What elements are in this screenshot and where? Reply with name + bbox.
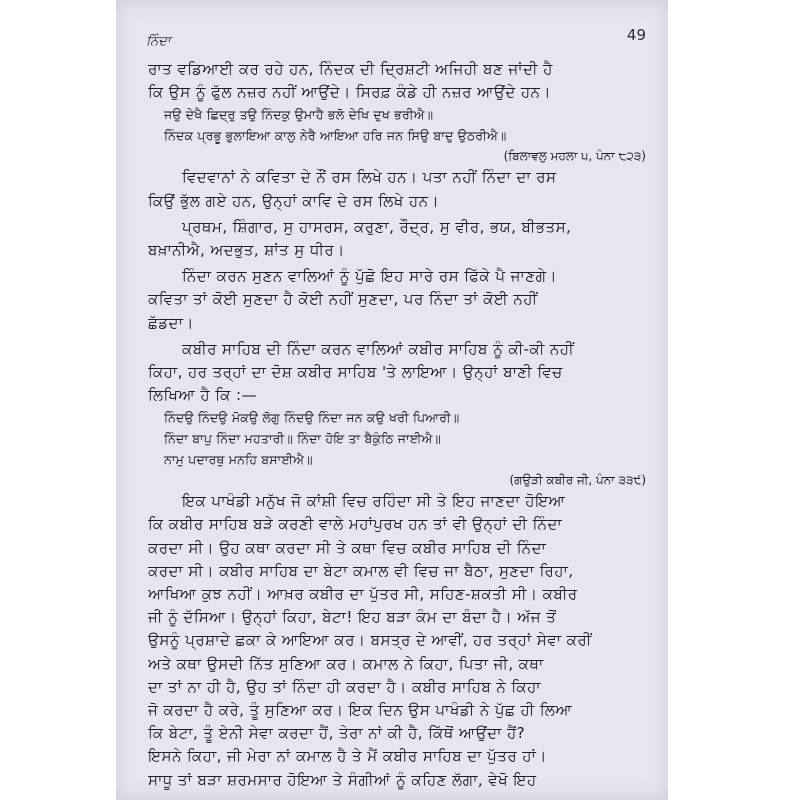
running-head: ਨਿੰਦਾ <box>146 34 171 49</box>
text-line: ਕਰਦਾ ਸੀ। ਉਹ ਕਥਾ ਕਰਦਾ ਸੀ ਤੇ ਕਥਾ ਵਿਚ ਕਬੀਰ ਸਾਹਿਬ ਦੀ ਨਿੰਦਾ <box>148 538 547 557</box>
text-line: ਦਾ ਤਾਂ ਨਾ ਹੀ ਹੈ, ਉਹ ਤਾਂ ਨਿੰਦਾ ਹੀ ਕਰਦਾ ਹੈ। ਕਬੀਰ ਸਾਹਿਬ ਨੇ ਕਿਹਾ <box>148 677 542 696</box>
text-line: ਕਵਿਤਾ ਤਾਂ ਕੋਈ ਸੁਣਦਾ ਹੈ ਕੋਈ ਨਹੀਂ ਸੁਣਦਾ, ਪਰ ਨਿੰਦਾ ਤਾਂ ਕੋਈ ਨਹੀਂ <box>148 290 538 309</box>
text-line: ਕਰਦਾ ਸੀ। ਕਬੀਰ ਸਾਹਿਬ ਦਾ ਬੇਟਾ ਕਮਾਲ ਵੀ ਵਿਚ ਜਾ ਬੈਠਾ, ਸੁਣਦਾ ਰਿਹਾ, <box>148 561 574 580</box>
text-line: ਆਖਿਆ ਕੁਝ ਨਹੀਂ। ਆਖ਼ਰ ਕਬੀਰ ਦਾ ਪੁੱਤਰ ਸੀ, ਸਹਿਣ-ਸ਼ਕਤੀ ਸੀ। ਕਬੀਰ <box>148 585 578 603</box>
text-line: ਜੋ ਕਰਦਾ ਹੈ ਕਰੇ, ਤੂੰ ਸੁਣਿਆ ਕਰ। ਇਕ ਦਿਨ ਉਸ ਪਾਖੰਡੀ ਨੇ ਪੁੱਛ ਹੀ ਲਿਆ <box>148 700 573 719</box>
text-line: ਬਖ਼ਾਨੀਐ, ਅਦਭੁਤ, ਸ਼ਾਂਤ ਸੁ ਧੀਰ। <box>148 240 345 259</box>
text-line: ਅਤੇ ਕਥਾ ਉਸਦੀ ਨਿੱਤ ਸੁਣਿਆ ਕਰ। ਕਮਾਲ ਨੇ ਕਿਹਾ, ਪਿਤਾ ਜੀ, ਕਥਾ <box>148 654 544 673</box>
page-body <box>148 58 648 792</box>
text-line: ਜੀ ਨੂੰ ਦੱਸਿਆ। ਉਨ੍ਹਾਂ ਕਿਹਾ, ਬੇਟਾ! ਇਹ ਬੜਾ ਕੰਮ ਦਾ ਬੰਦਾ ਹੈ। ਅੱਜ ਤੋਂ <box>148 608 557 627</box>
text-line: ਵਿਦਵਾਨਾਂ ਨੇ ਕਵਿਤਾ ਦੇ ਨੌਂ ਰਸ ਲਿਖੇ ਹਨ। ਪਤਾ ਨਹੀਂ ਨਿੰਦਾ ਦਾ ਰਸ <box>182 168 557 187</box>
quote-citation: (ਗਉੜੀ ਕਬੀਰ ਜੀ, ਪੰਨਾ ੩੩੯) <box>509 473 646 488</box>
text-line: ਪ੍ਰਥਮ, ਸ਼ਿੰਗਾਰ, ਸੁ ਹਾਸਰਸ, ਕਰੁਣਾ, ਰੌਦ੍ਰ, ਸੁ ਵੀਰ, ਭਯ, ਬੀਭਤਸ, <box>182 217 572 236</box>
text-line: ਲਿਖਿਆ ਹੈ ਕਿ :— <box>148 386 258 405</box>
text-line: ਇਕ ਪਾਖੰਡੀ ਮਨੁੱਖ ਜੋ ਕਾਂਸ਼ੀ ਵਿਚ ਰਹਿੰਦਾ ਸੀ ਤੇ ਇਹ ਜਾਣਦਾ ਹੋਇਆ <box>182 492 566 511</box>
scripture-quote-line: ਨਾਮੁ ਪਦਾਰਥੁ ਮਨਹਿ ਬਸਾਈਐ॥ <box>164 452 313 468</box>
text-line: ਉਸਨੂੰ ਪ੍ਰਸ਼ਾਦੇ ਛਕਾ ਕੇ ਆਇਆ ਕਰ। ਬਸਤ੍ਰ ਦੇ ਆਵੀਂ, ਹਰ ਤਰ੍ਹਾਂ ਸੇਵਾ ਕਰੀਂ <box>148 631 592 650</box>
text-line: ਸਾਧੂ ਤਾਂ ਬੜਾ ਸ਼ਰਮਸਾਰ ਹੋਇਆ ਤੇ ਸੰਗੀਆਂ ਨੂੰ ਕਹਿਣ ਲੱਗਾ, ਵੇਖੋ ਇਹ <box>148 770 537 789</box>
text-line: ਇਸਨੇ ਕਿਹਾ, ਜੀ ਮੇਰਾ ਨਾਂ ਕਮਾਲ ਹੈ ਤੇ ਮੈਂ ਕਬੀਰ ਸਾਹਿਬ ਦਾ ਪੁੱਤਰ ਹਾਂ। <box>148 747 547 766</box>
page-number: 49 <box>626 26 646 44</box>
text-line: ਕਿਉਂ ਭੁੱਲ ਗਏ ਹਨ, ਉਨ੍ਹਾਂ ਕਾਵਿ ਦੇ ਰਸ ਲਿਖੇ ਹਨ। <box>148 191 440 210</box>
text-line: ਕਿ ਕਬੀਰ ਸਾਹਿਬ ਬੜੇ ਕਰਣੀ ਵਾਲੇ ਮਹਾਂਪੁਰਖ ਹਨ ਤਾਂ ਵੀ ਉਨ੍ਹਾਂ ਦੀ ਨਿੰਦਾ <box>148 515 563 534</box>
text-line: ਰਾਤ ਵਡਿਆਈ ਕਰ ਰਹੇ ਹਨ, ਨਿੰਦਕ ਦੀ ਦ੍ਰਿਸ਼ਟੀ ਅਜਿਹੀ ਬਣ ਜਾਂਦੀ ਹੈ <box>148 60 553 78</box>
text-line: ਛੱਡਦਾ। <box>148 313 194 332</box>
text-line: ਕਿਹਾ, ਹਰ ਤਰ੍ਹਾਂ ਦਾ ਦੋਸ਼ ਕਬੀਰ ਸਾਹਿਬ 'ਤੇ ਲਾਇਆ। ਉਨ੍ਹਾਂ ਬਾਣੀ ਵਿਚ <box>148 362 563 381</box>
quote-citation: (ਬਿਲਾਵਲੁ ਮਹਲਾ ੫, ਪੰਨਾ ੮੨੩) <box>503 149 646 164</box>
text-line: ਕਿ ਬੇਟਾ, ਤੂੰ ਏਨੀ ਸੇਵਾ ਕਰਦਾ ਹੈਂ, ਤੇਰਾ ਨਾਂ ਕੀ ਹੈ, ਕਿੱਥੋਂ ਆਉਂਦਾ ਹੈਂ? <box>148 724 526 743</box>
text-line: ਨਿੰਦਾ ਕਰਨ ਸੁਣਨ ਵਾਲਿਆਂ ਨੂੰ ਪੁੱਛੋ ਇਹ ਸਾਰੇ ਰਸ ਫਿੱਕੇ ਪੈ ਜਾਣਗੇ। <box>182 267 557 286</box>
scripture-quote-line: ਜਉ ਦੇਖੈ ਛਿਦ੍ਰੁ ਤਉ ਨਿੰਦਕੁ ਉਮਾਹੈ ਭਲੋ ਦੇਖਿ ਦੁਖ ਭਰੀਐ॥ <box>164 107 434 123</box>
scripture-quote-line: ਨਿੰਦਉ ਨਿੰਦਉ ਮੋਕਉ ਲੋਗੁ ਨਿੰਦਉ ਨਿੰਦਾ ਜਨ ਕਉ ਖਰੀ ਪਿਆਰੀ॥ <box>164 410 460 426</box>
scripture-quote-line: ਨਿੰਦਕ ਪ੍ਰਭੂ ਭੁਲਾਇਆ ਕਾਲੁ ਨੇਰੈ ਆਇਆ ਹਰਿ ਜਨ ਸਿਉ ਬਾਦੁ ਉਠਰੀਐ॥ <box>164 128 507 144</box>
scripture-quote-line: ਨਿੰਦਾ ਬਾਪੁ ਨਿੰਦਾ ਮਹਤਾਰੀ॥ ਨਿੰਦਾ ਹੋਇ ਤਾ ਬੈਕੁੰਠਿ ਜਾਈਐ॥ <box>164 431 442 447</box>
text-line: ਕਿ ਉਸ ਨੂੰ ਫੁੱਲ ਨਜ਼ਰ ਨਹੀਂ ਆਉਂਦੇ। ਸਿਰਫ਼ ਕੰਡੇ ਹੀ ਨਜ਼ਰ ਆਉਂਦੇ ਹਨ। <box>148 83 551 102</box>
book-page <box>116 0 668 800</box>
text-line: ਕਬੀਰ ਸਾਹਿਬ ਦੀ ਨਿੰਦਾ ਕਰਨ ਵਾਲਿਆਂ ਕਬੀਰ ਸਾਹਿਬ ਨੂੰ ਕੀ-ਕੀ ਨਹੀਂ <box>182 339 575 358</box>
